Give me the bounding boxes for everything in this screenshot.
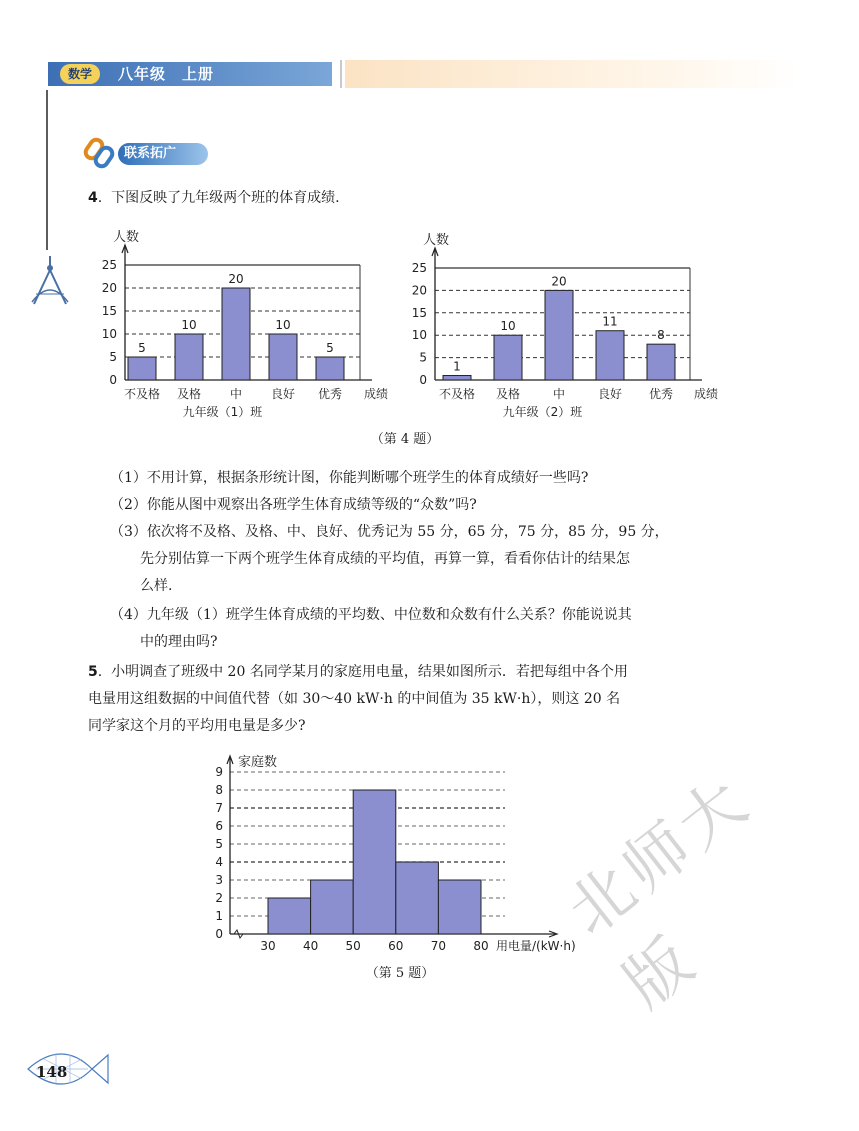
y-tick-label: 25 <box>101 258 117 272</box>
question-number: 4 <box>88 190 98 206</box>
chart-class-2 <box>400 218 719 428</box>
histogram-bar <box>396 862 439 934</box>
histogram-bar <box>353 790 396 934</box>
x-tick-label: 60 <box>388 939 404 953</box>
y-tick-label: 2 <box>215 891 223 905</box>
question-text: 小明调查了班级中 20 名同学某月的家庭用电量，结果如图所示．若把每组中各个用 <box>111 664 628 680</box>
x-tick-label: 40 <box>302 939 319 953</box>
y-tick-label: 6 <box>215 819 223 833</box>
bar-value-label: 10 <box>500 319 516 334</box>
figure-caption-q4: （第 4 题） <box>370 432 440 447</box>
compass-icon <box>28 252 72 308</box>
margin-rule <box>46 90 48 250</box>
bar-value-label: 10 <box>181 318 197 332</box>
question-text: 下图反映了九年级两个班的体育成绩. <box>111 190 340 206</box>
bar <box>647 344 675 380</box>
histogram-bar <box>268 898 311 934</box>
y-tick-label: 7 <box>215 801 223 815</box>
y-tick-label: 20 <box>101 281 117 295</box>
bar-value-label: 5 <box>326 341 334 355</box>
x-tick-label: 良好 <box>270 387 296 401</box>
x-axis-title: 成绩 <box>364 387 389 401</box>
bar <box>128 357 156 380</box>
x-tick-label: 80 <box>473 939 489 953</box>
x-tick-label: 70 <box>430 939 447 953</box>
chart-title: 九年级（2）班 <box>502 405 583 419</box>
bar-value-label: 8 <box>657 328 665 343</box>
bar <box>222 288 250 380</box>
bar <box>175 334 203 380</box>
x-tick-label: 优秀 <box>317 387 343 401</box>
histogram-bar <box>438 880 481 934</box>
bar-value-label: 10 <box>275 318 291 332</box>
y-tick-label: 20 <box>411 283 427 298</box>
chain-link-icon <box>84 136 116 170</box>
x-axis-title: 成绩 <box>694 387 719 401</box>
x-tick-label: 不及格 <box>438 387 476 401</box>
bar-value-label: 1 <box>453 359 461 374</box>
chart-title: 九年级（1）班 <box>182 405 263 419</box>
y-tick-label: 9 <box>215 765 223 779</box>
bar <box>269 334 297 380</box>
bar <box>545 290 573 380</box>
question-5-line-3: 同学家这个月的平均用电量是多少? <box>88 718 306 734</box>
header-gradient <box>345 60 800 88</box>
q4-part-3: （3）依次将不及格、及格、中、良好、优秀记为 55 分，65 分，75 分，85 分，95 分， <box>110 524 669 540</box>
histogram-bar <box>311 880 354 934</box>
page-number: 148 <box>36 1063 68 1081</box>
bar <box>596 331 624 380</box>
y-axis-title: 人数 <box>423 233 450 248</box>
y-tick-label: 4 <box>215 855 223 869</box>
y-tick-label: 15 <box>411 305 427 320</box>
x-tick-label: 中 <box>552 387 566 401</box>
y-tick-label: 1 <box>215 909 223 923</box>
y-tick-label: 5 <box>215 837 223 851</box>
x-axis-title: 用电量/(kW·h) <box>496 939 576 953</box>
q4-part-4: （4）九年级（1）班学生体育成绩的平均数、中位数和众数有什么关系？你能说说其 <box>110 607 632 623</box>
question-5-line-2: 电量用这组数据的中间值代替（如 30～40 kW·h 的中间值为 35 kW·h），则这 20 名 <box>88 691 621 707</box>
subject-badge: 数学 <box>60 64 100 84</box>
y-tick-label: 3 <box>215 873 223 887</box>
grade-title: 八年级 上册 <box>118 65 215 83</box>
y-tick-label: 10 <box>411 328 427 343</box>
bar-value-label: 5 <box>138 341 146 355</box>
bar-value-label: 11 <box>602 314 618 329</box>
y-tick-label: 10 <box>101 327 117 341</box>
section-label: 联系拓广 <box>118 143 208 165</box>
bar <box>443 376 471 380</box>
x-tick-label: 良好 <box>597 387 623 401</box>
question-number: 5 <box>88 664 98 680</box>
q4-part-4-cont: 中的理由吗? <box>140 634 218 650</box>
question-4-stem: 4. 下图反映了九年级两个班的体育成绩. <box>88 190 340 206</box>
y-axis-title: 家庭数 <box>238 755 278 770</box>
y-tick-label: 0 <box>419 373 427 387</box>
chart-electricity-histogram <box>200 756 620 962</box>
bar-value-label: 20 <box>228 272 244 286</box>
figure-caption-q5: （第 5 题） <box>365 966 435 981</box>
header-divider <box>340 60 342 88</box>
q4-part-2: （2）你能从图中观察出各班学生体育成绩等级的“众数”吗? <box>110 497 477 513</box>
q4-part-1: （1）不用计算，根据条形统计图，你能判断哪个班学生的体育成绩好一些吗? <box>110 470 589 486</box>
x-tick-label: 30 <box>260 939 276 953</box>
chart-class-1 <box>90 218 395 428</box>
x-tick-label: 及格 <box>176 387 202 401</box>
y-tick-label: 0 <box>215 927 223 941</box>
y-tick-label: 8 <box>215 783 223 797</box>
q4-part-3-cont: 先分别估算一下两个班学生体育成绩的平均值，再算一算，看看你估计的结果怎 <box>140 551 630 567</box>
y-tick-label: 5 <box>109 350 117 364</box>
y-tick-label: 5 <box>419 350 427 365</box>
question-5-line-1: 5. 小明调查了班级中 20 名同学某月的家庭用电量，结果如图所示．若把每组中各个用 <box>88 664 628 680</box>
q4-part-3-end: 么样. <box>140 578 173 594</box>
x-tick-label: 优秀 <box>648 387 674 401</box>
bar <box>316 357 344 380</box>
x-tick-label: 中 <box>229 387 243 401</box>
y-tick-label: 0 <box>109 373 117 387</box>
bar-value-label: 20 <box>551 274 567 289</box>
y-tick-label: 15 <box>101 304 117 318</box>
watermark: 北师大版 <box>554 762 766 1023</box>
y-tick-label: 25 <box>411 261 427 275</box>
y-axis-title: 人数 <box>113 230 140 245</box>
x-tick-label: 不及格 <box>123 387 161 401</box>
x-tick-label: 及格 <box>495 387 521 401</box>
x-tick-label: 50 <box>345 939 361 953</box>
bar <box>494 335 522 380</box>
